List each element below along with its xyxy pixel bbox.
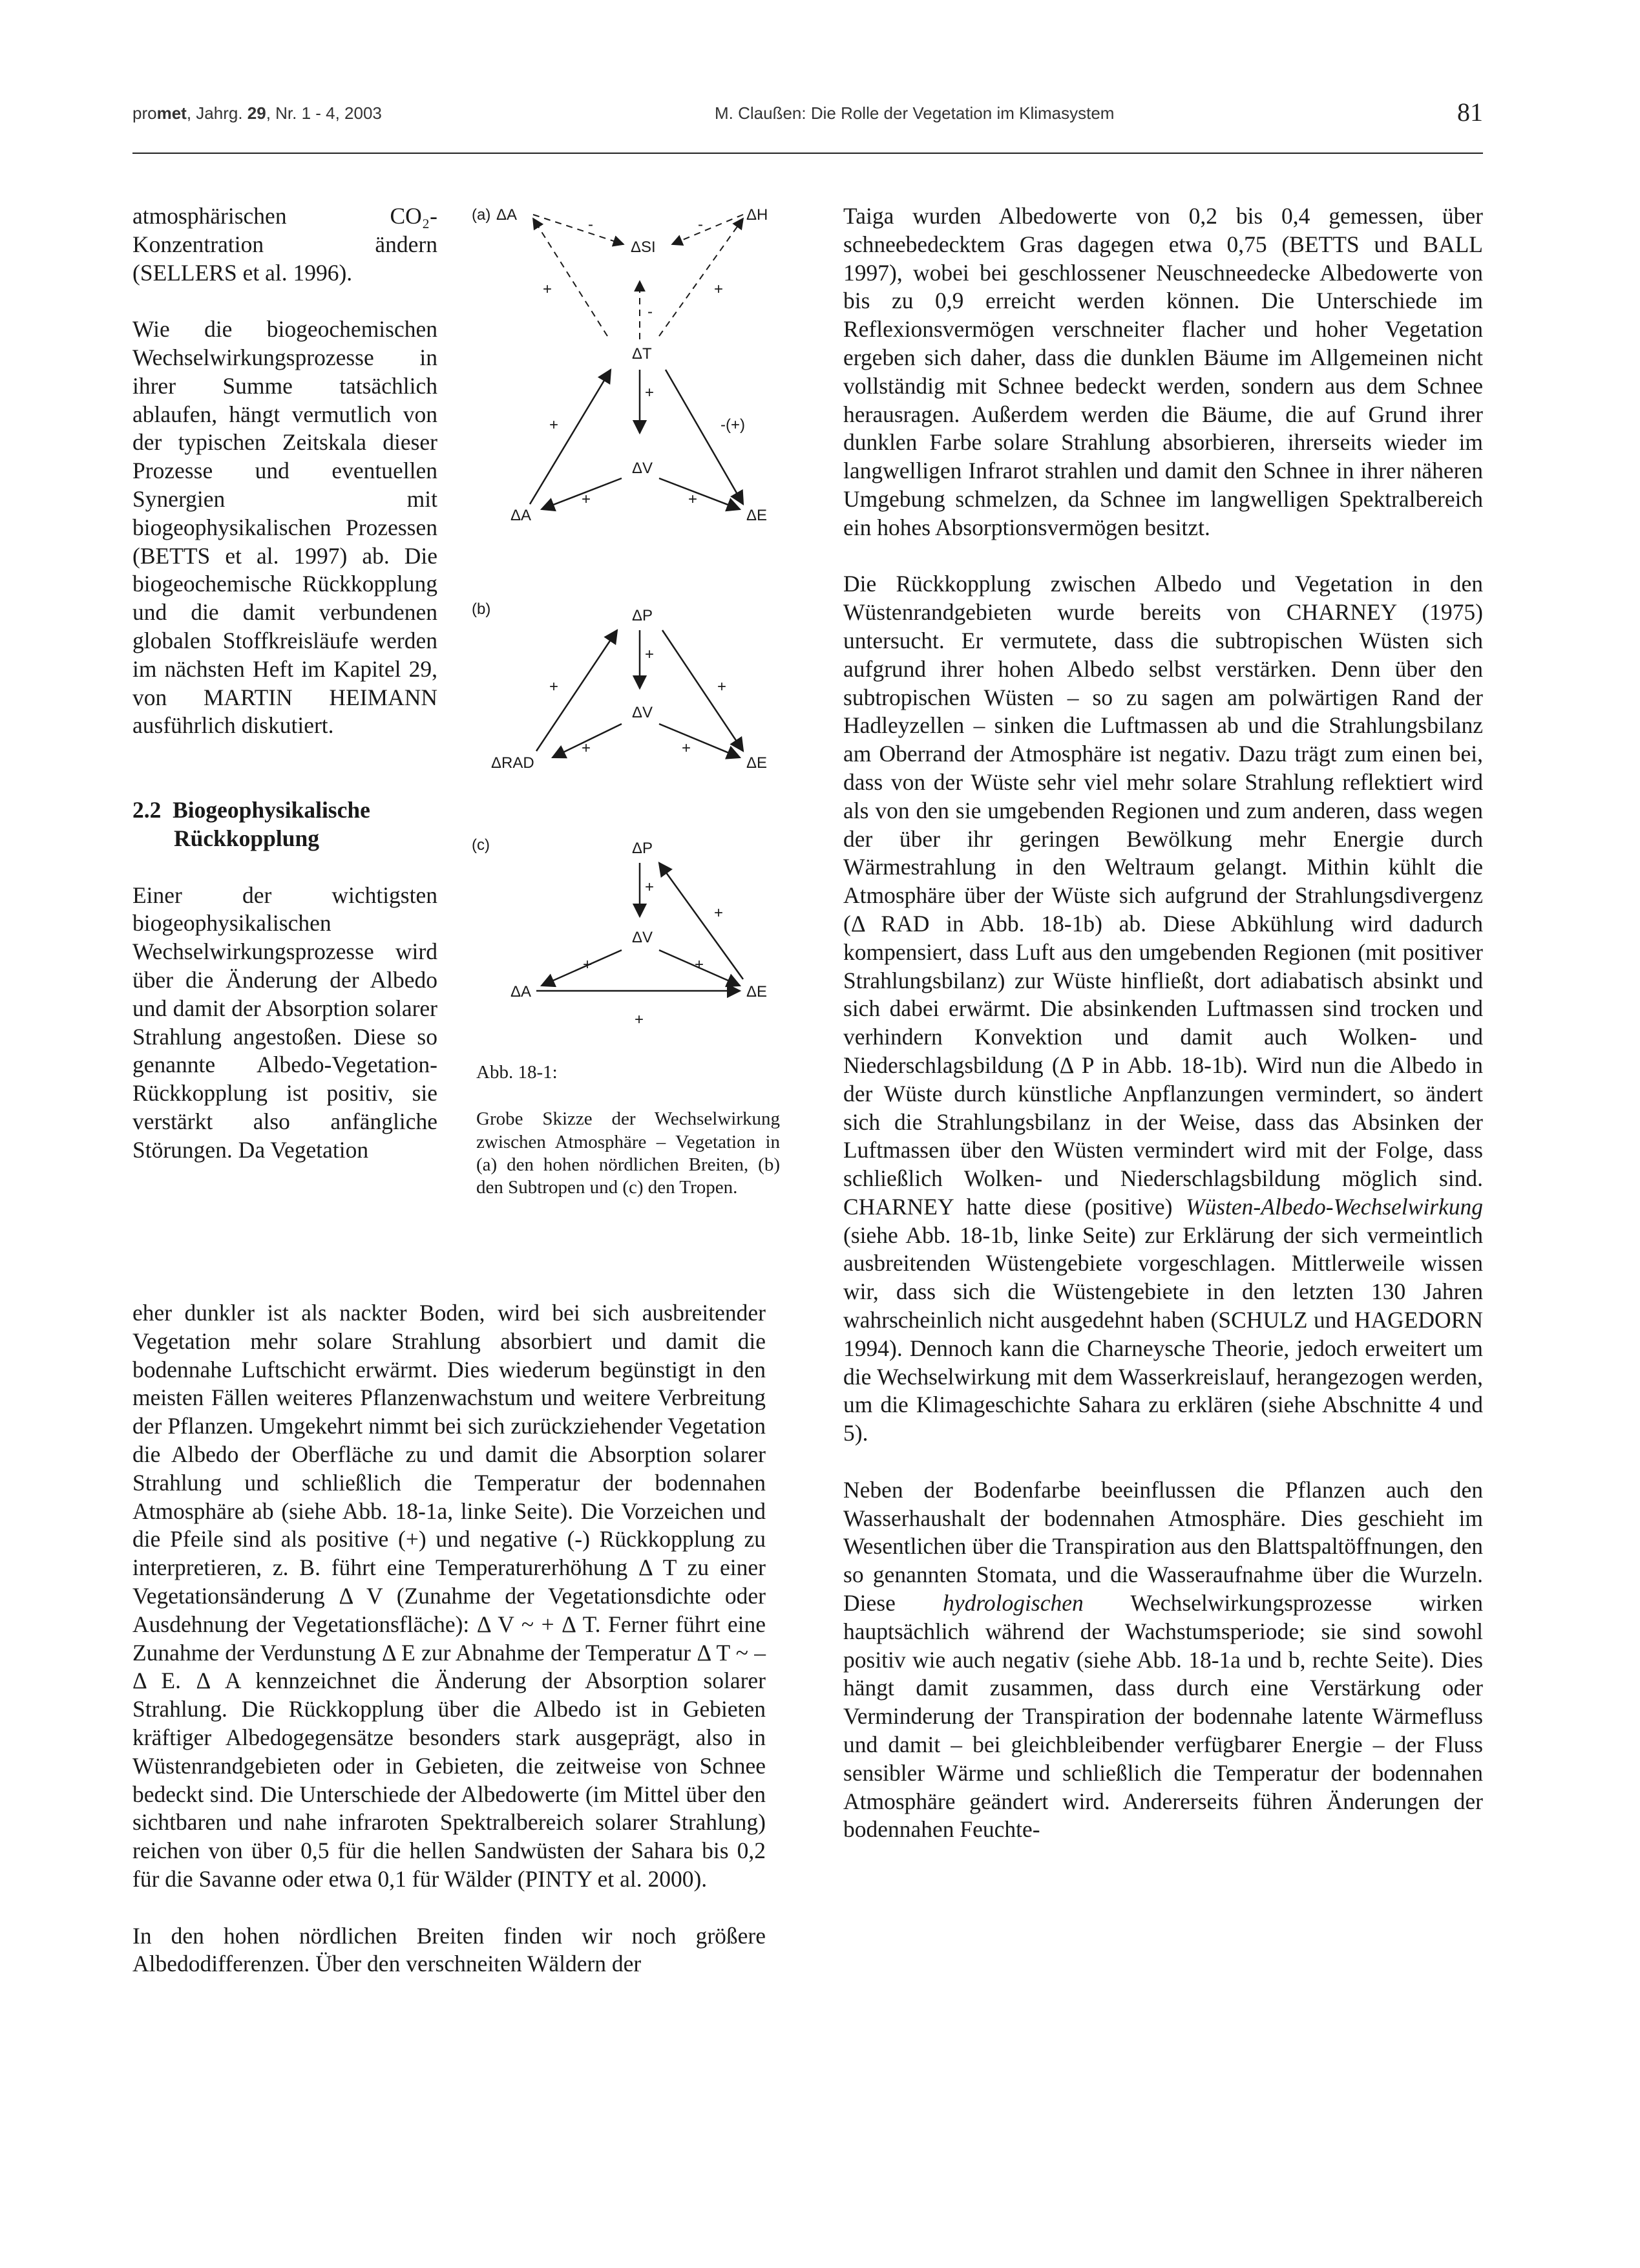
node-delta-a: ΔA [510,507,532,524]
panel-b [472,600,767,772]
sign-a-middle: - [647,303,653,321]
arrow-h-to-si [672,215,743,244]
panel-c-label: (c) [472,836,490,854]
node-delta-v: ΔV [632,460,653,477]
arrow-a-to-t [530,370,611,504]
journal-citation: promet, Jahrg. 29, Nr. 1 - 4, 2003 [132,103,382,123]
node-delta-e: ΔE [746,507,768,524]
paragraph-co2: atmosphärischen CO₂-Konzentration ändern (SELLERS et al. 1996). [132,203,437,286]
panel-a [472,206,768,524]
right-column [843,202,1483,1844]
section-heading: 2.2 Biogeophysikalische Rückkopplung [132,797,370,851]
node-delta-t: ΔT [632,345,652,363]
paragraph-taiga: Taiga wurden Albedowerte von 0,2 bis 0,4 gemessen, über schneebedecktem Gras dagegen etwa 0,75 (BETTS und BALL 1997), wobei bei geschlossener Neuschneedecke Albedowerte von bis zu 0,9 erreicht werden können. Die Unterschiede im Reflexionsvermögen verschneiter flacher und hoher Vegetation ergeben sich daher, dass die dunklen Bäume im Allgemeinen nicht vollständig mit Schnee bedeckt werden, sondern aus dem Schnee herausragen. Außerdem werden die Bäume, die auf Grund ihrer dunklen Farbe solare Strahlung absorbieren, ihrerseits wieder im langwelligen Infrarot strahlen und damit den Schnee in ihrer näheren Umgebung schmelzen, da Schnee im langwelligen Spektralbereich ein hohes Absorptionsvermögen besitzt. [843,203,1483,540]
sign-a-top-left: - [588,216,593,233]
sign-b-v-e: + [682,739,691,757]
sign-a-t-v: + [645,384,655,401]
arrow-v-to-e [659,478,740,509]
sign-a-v-e: + [688,491,698,508]
sign-c-p-v: + [645,878,655,896]
paragraph-biogeochemical: Wie die biogeochemischen Wechselwirkungsprozesse in ihrer Summe tatsächlich ablaufen, hängt vermutlich von der typischen Zeitskala dieser Prozesse und eventuellen Synergien mit biogeophysikalischen Prozessen (BETTS et al. 1997) ab. Die biogeochemische Rückkopplung und die damit verbundenen globalen Stoffkreisläufe werden im nächsten Heft im Kapitel 29, von MARTIN HEIMANN ausführlich diskutiert. [132,316,437,739]
sign-a-right: + [714,281,724,298]
node-delta-p-b: ΔP [632,607,653,624]
node-delta-a-c: ΔA [510,983,532,1001]
paragraph-albedo-cont: eher dunkler ist als nackter Boden, wird bei sich ausbreitender Vegetation mehr solare Strahlung absorbiert und damit die bodennahe Luftschicht erwärmt. Dies wiederum begünstigt in den meisten Fällen weiteres Pflanzenwachstum und weitere Verbreitung der Pflanzen. Umgekehrt nimmt bei sich zurückziehender Vegetation die Albedo der Oberfläche zu und damit die Absorption solarer Strahlung und schließlich die Temperatur der bodennahen Atmosphäre ab (siehe Abb. 18-1a, linke Seite). Die Vorzeichen und die Pfeile sind als positive (+) und negative (-) Rückkopplung zu interpretieren, z. B. führt eine Temperaturerhöhung Δ T zu einer Vegetationsänderung Δ V (Zunahme der Vegetationsdichte oder Ausdehnung der Vegetationsfläche): Δ V ~ + Δ T. Ferner führt eine Zunahme der Verdunstung Δ E zur Abnahme der Temperatur Δ T ~ – Δ E. Δ A kennzeichnet die Änderung der Absorption solarer Strahlung. Die Rückkopplung über die Albedo ist in Gebieten kräftiger Albedogegensätze besonders stark ausgeprägt, also in Wüstenrandgebieten oder in Gebieten, die zeitweise von Schnee bedeckt sind. Die Unterschiede der Albedowerte (im Mittel über den sichtbaren und nahe infraroten Spektralbereich solarer Strahlung) reichen von über 0,5 für die hellen Sandwüsten der Sahara bis 0,2 für die Savanne oder etwa 0,1 für Wälder (PINTY et al. 2000). [132,1300,766,1892]
sign-a-a-t: + [549,416,559,434]
left-column [132,202,437,1165]
sign-a-left: + [543,281,552,298]
sign-b-v-rad: + [582,739,591,757]
panel-a-label: (a) [472,206,491,224]
running-title: M. Claußen: Die Rolle der Vegetation im Klimasystem [715,103,1115,123]
figure-caption-text: Grobe Skizze der Wechselwirkung zwischen Atmosphäre – Vegetation in (a) den hohen nördlichen Breiten, (b) den Subtropen und (c) den Tropen. [476,1108,780,1198]
arrow-a-to-si [533,215,624,244]
sign-c-bottom: + [635,1011,644,1028]
sign-c-right: + [714,904,724,922]
arrow-t-to-e [666,370,743,504]
figure-caption-title: Abb. 18-1: [476,1062,558,1083]
sign-b-left: + [549,678,559,695]
paragraph-charney: Die Rückkopplung zwischen Albedo und Vegetation in den Wüstenrandgebieten wurde bereits von CHARNEY (1975) untersucht. Er vermutete, dass die subtropischen Wüsten sich aufgrund ihrer hohen Albedo selbst verstärken. Denn über den subtropischen Wüsten – so zu sagen am polwärtigen Rand der Hadleyzellen – sinken die Luftmassen ab und die Strahlungsbilanz am Oberrand der Atmosphäre ist negativ. Dazu trägt zum einen bei, dass von der Wüste sehr viel mehr solare Strahlung reflektiert wird als von den sie umgebenden Regionen und zum anderen, dass wegen der über ihr geringen Bewölkung mehr Energie durch Wärmestrahlung in den Weltraum gelangt. Mithin kühlt die Atmosphäre über der Wüste sich aufgrund der Strahlungsdivergenz (Δ RAD in Abb. 18-1b) ab. Diese Abkühlung wird dadurch kompensiert, dass Luft aus den umgebenden Regionen (mit positiver Strahlungsbilanz) zur Wüste hinfließt, dort adiabatisch absinkt und sich dabei erwärmt. Die absinkenden Luftmassen sind trocken und verhindern Konvektion und damit auch Wolken- und Niederschlagsbildung (Δ P in Abb. 18-1b). Wird nun die Albedo in der Wüste durch künstliche Anpflanzungen vermindert, so ändert sich die Strahlungsbilanz in der Weise, dass das Absinken der Luftmassen über den Wüsten vermindert wird mit der Folge, dass schließlich Wolken- und Niederschlagsbildung möglich sind. CHARNEY hatte diese (positive) Wüsten-Albedo-Wechselwirkung (siehe Abb. 18-1b, linke Seite) zur Erklärung der sich vermeintlich ausbreitenden Wüstengebiete vorgeschlagen. Mittlerweile wissen wir, dass sich die Wüstengebiete in den letzten 130 Jahren wahrscheinlich nicht ausgedehnt haben (SCHULZ und HAGEDORN 1994). Dennoch kann die Charneysche Theorie, jedoch erweitert um die Wechselwirkung mit dem Wasserkreislauf, herangezogen werden, um die Klimageschichte Sahara zu erklären (siehe Abschnitte 4 und 5). [843,571,1484,1447]
node-delta-e-b: ΔE [746,754,768,772]
sign-b-right: + [717,678,727,695]
arrow-rad-to-p [536,630,617,751]
arrow-v-to-a-c [541,950,622,986]
node-delta-v-c: ΔV [632,929,653,946]
arrow-p-to-e-b [662,630,743,751]
node-delta-si: ΔSI [631,238,656,256]
paragraph-albedo-intro: Einer der wichtigsten biogeophysikalischen Wechselwirkungsprozesse wird über die Änderung der Albedo und damit der Absorption solarer Strahlung angestoßen. Diese so genannte Albedo-Vegetation-Rückkopplung ist positiv, sie verstärkt also anfängliche Störungen. Da Vegetation [132,882,437,1163]
paragraph-high-latitudes: In den hohen nördlichen Breiten finden wir noch größere Albedodifferenzen. Über den verschneiten Wäldern der [132,1922,766,1977]
sign-a-top-right: - [698,216,703,233]
node-delta-e-c: ΔE [746,983,768,1001]
page-number: 81 [1457,98,1483,127]
arrow-t-to-h [659,218,743,336]
node-delta-h: ΔH [746,206,768,224]
panel-c [472,836,767,1028]
left-column-continued [132,1299,766,1978]
panel-b-label: (b) [472,600,491,618]
node-delta-a-top: ΔA [496,206,518,224]
node-delta-p-c: ΔP [632,840,653,857]
node-delta-rad: ΔRAD [491,754,534,772]
arrow-t-to-a-top [533,218,607,336]
sign-c-v-a: + [583,956,593,973]
feedback-diagram-figure [472,200,775,1034]
node-delta-v-b: ΔV [632,704,653,721]
sign-a-v-a: + [582,491,591,508]
sign-c-v-e: + [695,956,704,973]
sign-a-t-e: -(+) [720,416,745,434]
paragraph-hydrology: Neben der Bodenfarbe beeinflussen die Pflanzen auch den Wasserhaushalt der bodennahen Atmosphäre. Dies geschieht im Wesentlichen über die Transpiration aus den Blattspaltöffnungen, den so genannten Stomata, und die Wasseraufnahme über die Wurzeln. Diese hydrologischen Wechselwirkungsprozesse wirken hauptsächlich während der Wachstumsperiode; sie sind sowohl positiv wie auch negativ (siehe Abb. 18-1a und b, rechte Seite). Dies hängt damit zusammen, dass durch eine Verstärkung oder Verminderung der Transpiration der bodennahe latente Wärmefluss und damit – bei gleichbleibender verfügbarer Energie – der Fluss sensibler Wärme und schließlich die Temperatur der bodennahen Atmosphäre geändert wird. Andererseits führen Änderungen der bodennahen Feuchte- [843,1476,1483,1843]
header-rule [132,153,1483,154]
figure-caption [476,1061,780,1199]
sign-b-p-v: + [645,646,655,663]
